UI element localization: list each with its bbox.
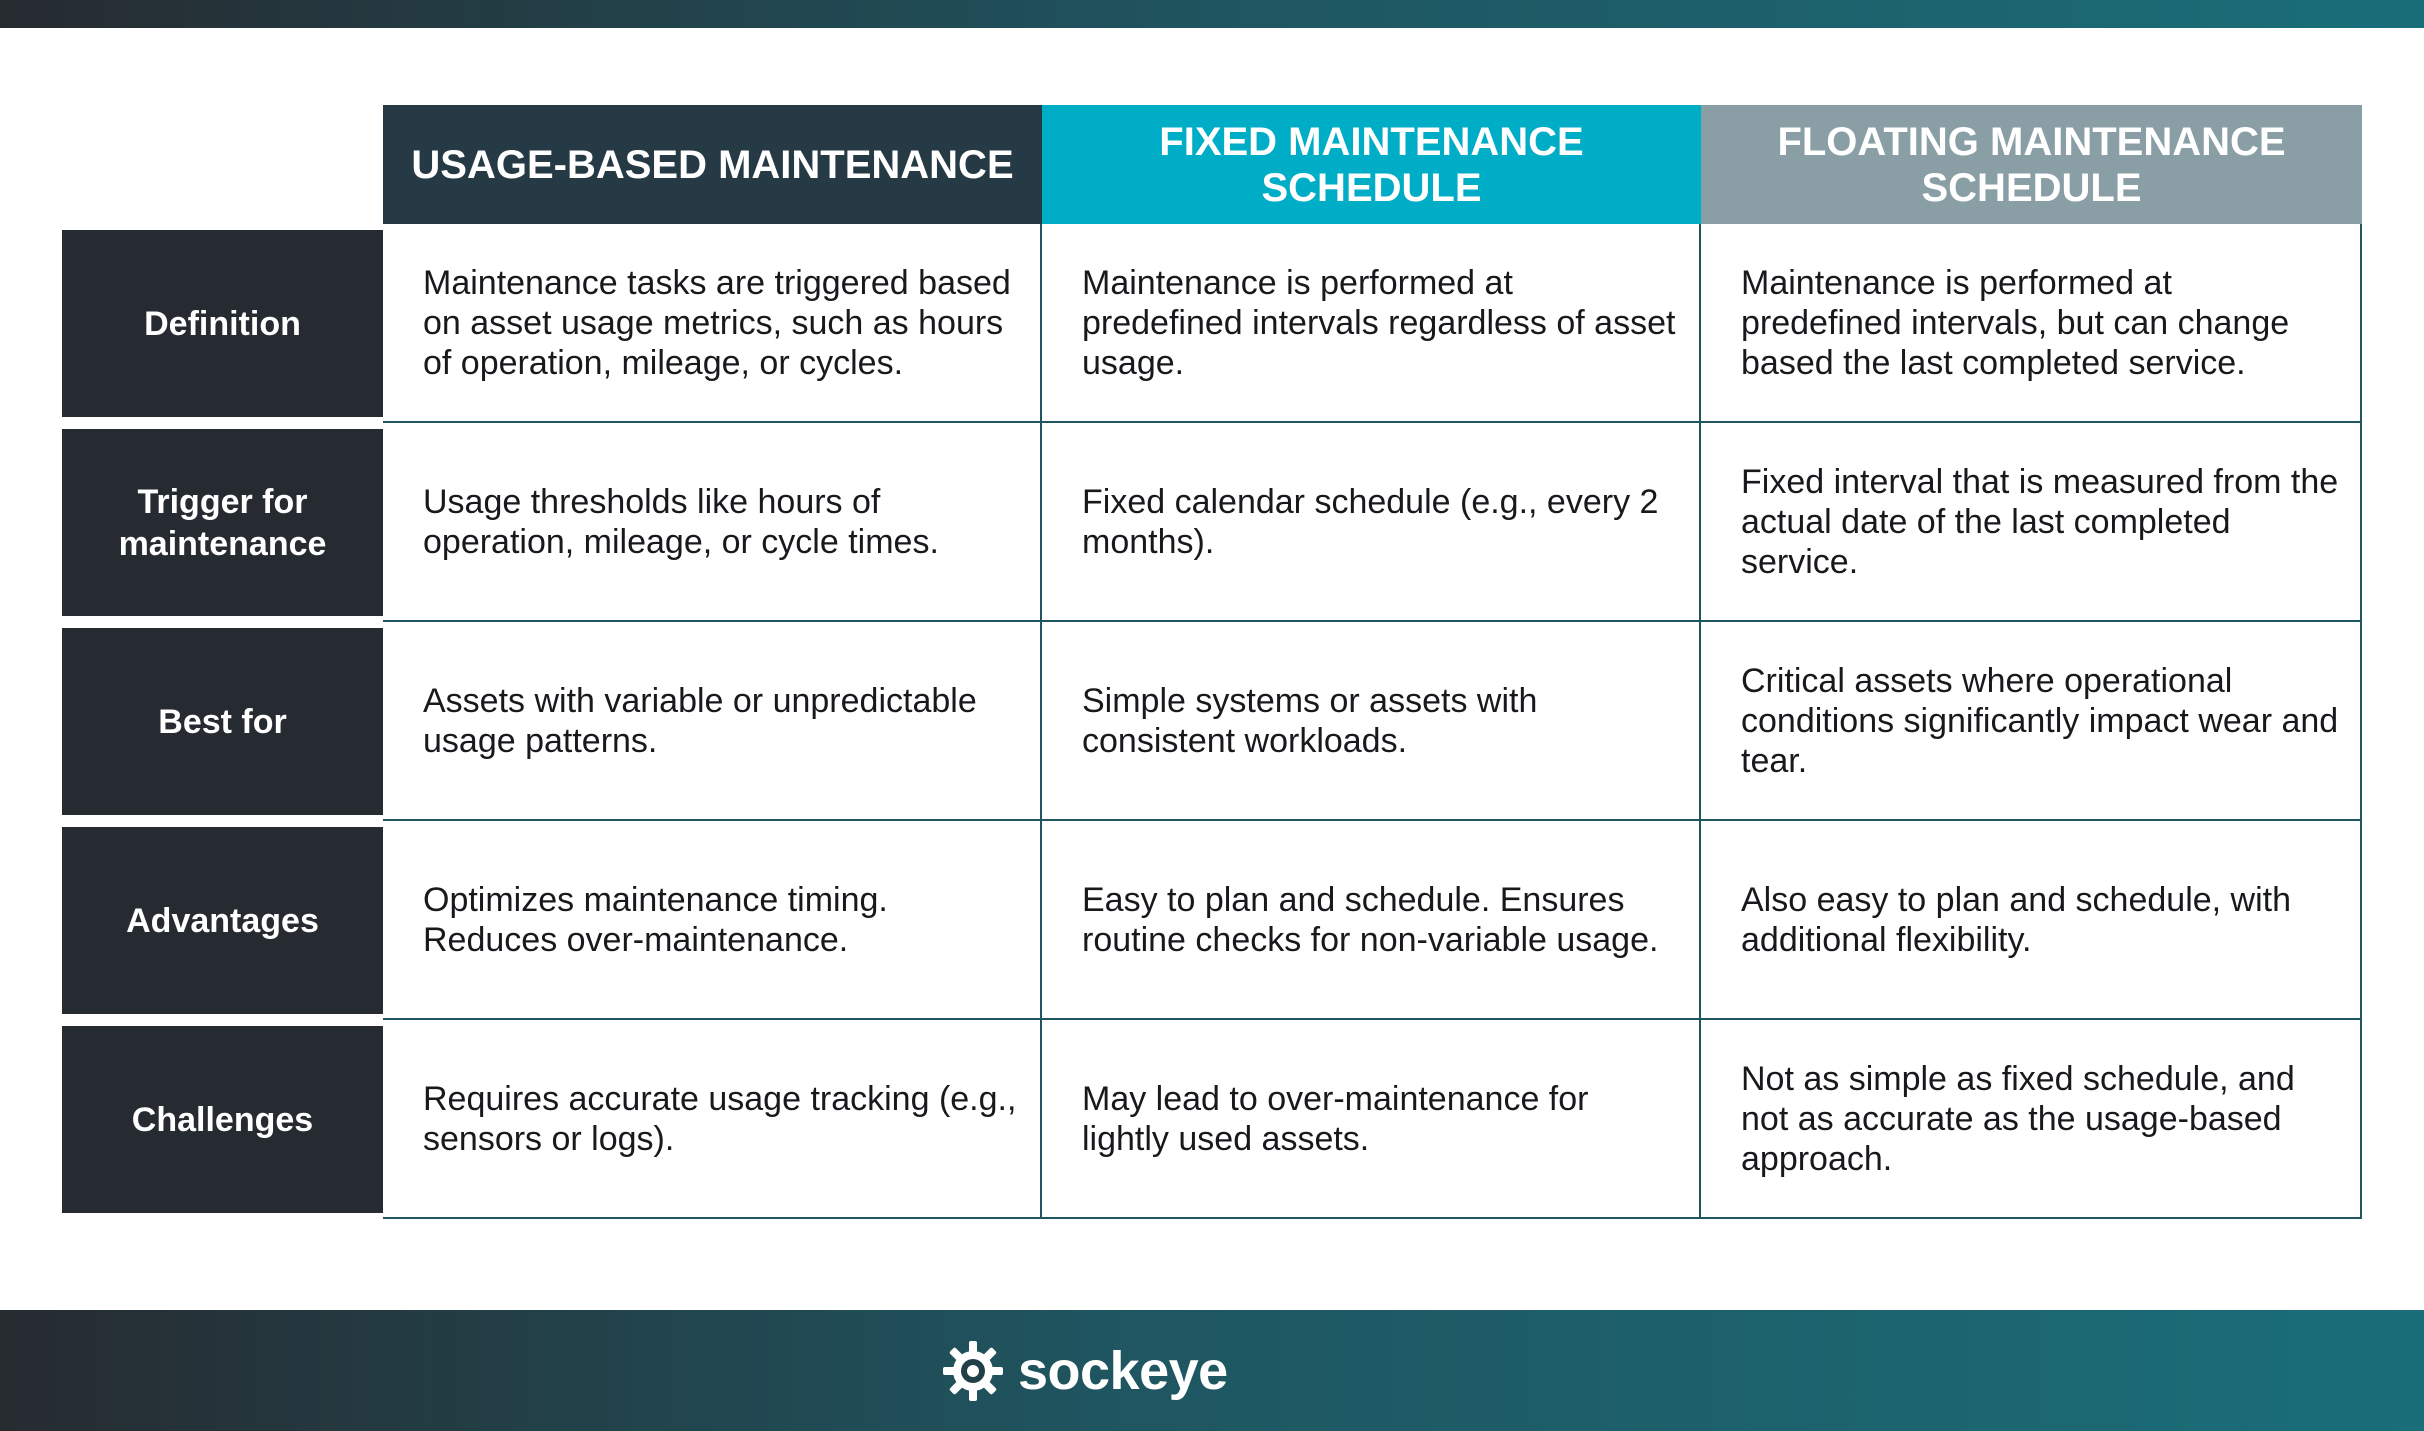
table-cell: Fixed calendar schedule (e.g., every 2 months). (1042, 423, 1701, 622)
table-cell: Maintenance is performed at predefined intervals regardless of asset usage. (1042, 224, 1701, 423)
gear-eye-icon (940, 1338, 1006, 1404)
row-label-best-for: Best for (62, 628, 383, 815)
row-label-challenges: Challenges (62, 1026, 383, 1213)
table-cell: Not as simple as fixed schedule, and not as accurate as the usage-based approach. (1701, 1020, 2362, 1219)
table-cell: Usage thresholds like hours of operation, mileage, or cycle times. (383, 423, 1042, 622)
row-label-advantages: Advantages (62, 827, 383, 1014)
table-cell: May lead to over-maintenance for lightly used assets. (1042, 1020, 1701, 1219)
table-cell: Maintenance tasks are triggered based on asset usage metrics, such as hours of operation, mileage, or cycles. (383, 224, 1042, 423)
top-banner-bar (0, 0, 2424, 28)
column-header-usage-based: USAGE-BASED MAINTENANCE (383, 105, 1042, 224)
table-cell: Easy to plan and schedule. Ensures routine checks for non-variable usage. (1042, 821, 1701, 1020)
table-cell: Optimizes maintenance timing. Reduces over-maintenance. (383, 821, 1042, 1020)
table-cell: Also easy to plan and schedule, with additional flexibility. (1701, 821, 2362, 1020)
comparison-table (62, 105, 2362, 1219)
column-header-fixed-schedule: FIXED MAINTENANCE SCHEDULE (1042, 105, 1701, 224)
table-corner (62, 105, 383, 224)
row-label-definition: Definition (62, 230, 383, 417)
table-cell: Maintenance is performed at predefined intervals, but can change based the last completed service. (1701, 224, 2362, 423)
brand-name: sockeye (1018, 1341, 1228, 1401)
row-label-trigger: Trigger for maintenance (62, 429, 383, 616)
table-cell: Fixed interval that is measured from the actual date of the last completed service. (1701, 423, 2362, 622)
table-cell: Assets with variable or unpredictable usage patterns. (383, 622, 1042, 821)
table-cell: Critical assets where operational conditions significantly impact wear and tear. (1701, 622, 2362, 821)
column-header-floating-schedule: FLOATING MAINTENANCE SCHEDULE (1701, 105, 2362, 224)
table-cell: Simple systems or assets with consistent workloads. (1042, 622, 1701, 821)
brand-logo (940, 1336, 1228, 1406)
table-cell: Requires accurate usage tracking (e.g., sensors or logs). (383, 1020, 1042, 1219)
